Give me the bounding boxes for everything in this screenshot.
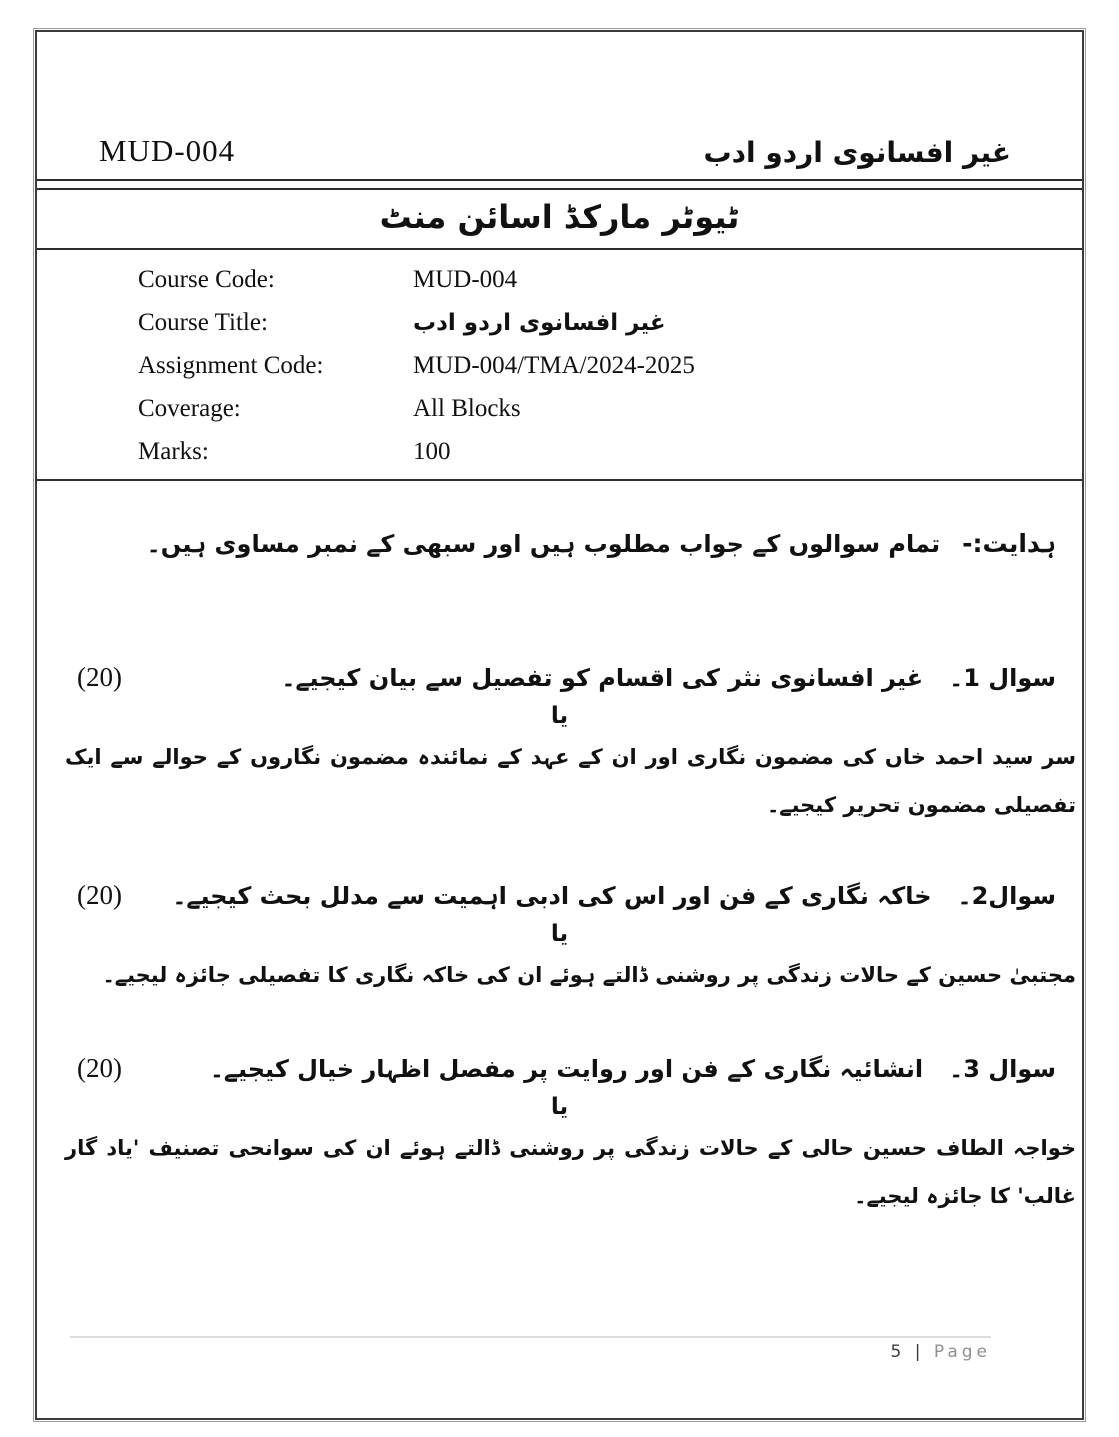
question-2-marks: (20) (77, 879, 122, 910)
page-header (37, 32, 1082, 179)
question-3-block (37, 1053, 1082, 1221)
document-page (35, 30, 1084, 1420)
question-1-alternative-text: سر سید احمد خاں کی مضمون نگاری اور ان کے عہد کے نمائندہ مضمون نگاروں کے حوالے سے ایک تفصیلی مضمون تحریر کیجیے۔ (65, 745, 1076, 818)
instructions-row (37, 529, 1082, 558)
table-row (138, 344, 1082, 387)
coverage-label: Coverage: (138, 394, 241, 422)
question-1-row (37, 662, 1082, 693)
question-3-marks: (20) (77, 1052, 122, 1083)
coverage-value: All Blocks (413, 394, 521, 422)
question-1-label: سوال 1۔ (949, 664, 1056, 692)
course-info-separator-line (37, 479, 1082, 481)
question-3-label: سوال 3۔ (949, 1054, 1056, 1083)
question-2-label: سوال2۔ (957, 881, 1056, 910)
course-title-urdu-heading: غیر افسانوی اردو ادب (703, 136, 1011, 169)
question-2-row (37, 880, 1082, 911)
assignment-code-value: MUD-004/TMA/2024-2025 (413, 351, 695, 379)
page-number-separator: | (914, 1342, 925, 1362)
instructions-label: ہدایت:- (962, 529, 1056, 558)
course-code-heading: MUD-004 (99, 133, 236, 168)
marks-label: Marks: (138, 437, 209, 465)
instructions-text: تمام سوالوں کے جواب مطلوب ہیں اور سبھی کے نمبر مساوی ہیں۔ (146, 530, 941, 558)
question-2-text: خاکہ نگاری کے فن اور اس کی ادبی اہمیت سے مدلل بحث کیجیے۔ (172, 881, 932, 910)
question-1-block (37, 662, 1082, 830)
footer-separator-line (70, 1336, 991, 1338)
page-number-indicator (70, 1342, 991, 1362)
question-1-or-separator: یا (550, 703, 569, 729)
course-info-table (37, 250, 1082, 479)
assignment-title-row (37, 190, 1082, 248)
page-label: Page (933, 1342, 991, 1362)
question-3-alternative-text: خواجہ الطاف حسین حالی کے حالات زندگی پر روشنی ڈالتے ہوئے ان کی سوانحی تصنیف 'یاد گار غالب' کا جائزہ لیجیے۔ (65, 1135, 1076, 1209)
assignment-title: ٹیوٹر مارکڈ اسائن منٹ (379, 198, 740, 236)
marks-value: 100 (413, 437, 451, 465)
page-number: 5 (890, 1342, 906, 1362)
question-2-block (37, 880, 1082, 999)
course-title-label: Course Title: (138, 308, 268, 336)
question-1-marks: (20) (77, 662, 122, 692)
question-3-or-separator: یا (550, 1093, 569, 1120)
table-row (138, 430, 1082, 473)
question-3-row (37, 1053, 1082, 1084)
table-row (138, 301, 1082, 344)
course-code-label: Course Code: (138, 265, 275, 293)
assignment-code-label: Assignment Code: (138, 351, 324, 379)
header-separator-double-line (37, 179, 1082, 190)
course-code-value: MUD-004 (413, 265, 518, 293)
question-1-text: غیر افسانوی نثر کی اقسام کو تفصیل سے بیان کیجیے۔ (281, 664, 924, 692)
page-footer (70, 1336, 991, 1362)
question-2-or-separator: یا (550, 920, 569, 947)
question-2-alternative-text: مجتبیٰ حسین کے حالات زندگی پر روشنی ڈالتے ہوئے ان کی خاکہ نگاری کا تفصیلی جائزہ لیجیے۔ (102, 962, 1076, 987)
table-row (138, 387, 1082, 430)
course-title-value: غیر افسانوی اردو ادب (413, 309, 666, 336)
table-row (138, 258, 1082, 301)
question-3-text: انشائیہ نگاری کے فن اور روایت پر مفصل اظہار خیال کیجیے۔ (209, 1054, 924, 1083)
